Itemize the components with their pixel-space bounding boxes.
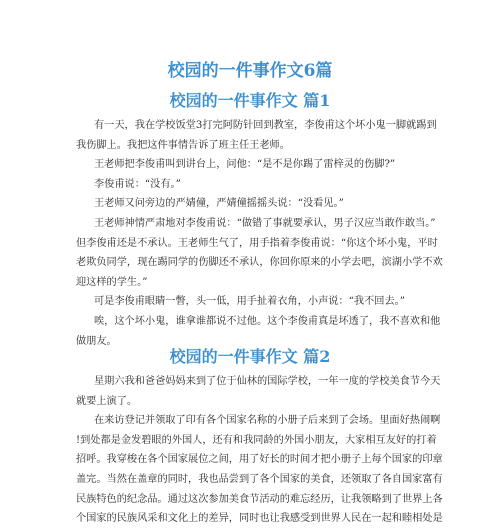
body-line: 王老师把李俊甫叫到讲台上，问他：“是不是你踢了雷梓灵的伤脚?”	[94, 159, 396, 171]
document-title: 校园的一件事作文6篇	[167, 61, 333, 81]
body-line: 王老师又问旁边的严婧僮，严婧僮摇摇头说：“没看见。”	[94, 198, 344, 210]
body-line: 可是李俊甫眼睛一瞥，头一低，用手扯着衣角，小声说：“我不回去。”	[94, 296, 405, 308]
section-heading-2: 校园的一件事作文 篇2	[169, 347, 331, 366]
body-line: 老欺负同学，现在踢同学的伤脚还不承认，你回你原来的小学去吧，滨湖小学不欢	[76, 257, 443, 269]
body-line: 民族特色的纪念品。通过这次参加美食节活动的难忘经历，让我领略到了世界上各	[76, 493, 443, 505]
section-heading-1: 校园的一件事作文 篇1	[169, 91, 331, 110]
body-line: 有一天，我在学校饭堂3打完阿防针回到教室，李俊甫这个坏小鬼一脚就踢到	[94, 120, 437, 131]
body-line: 但李俊甫还是不承认。王老师生气了，用手指着李俊甫说：“你这个坏小鬼，平时	[76, 237, 438, 249]
body-line: 个国家的民族风采和文化上的差异，同时也让我感受到世界人民在一起和睦相处是	[76, 513, 443, 525]
body-line: 在来访登记并领取了印有各个国家名称的小册子后来到了会场。里面好热闹啊	[94, 415, 441, 427]
section-body-1	[76, 116, 443, 351]
body-line: 做朋友。	[76, 335, 117, 347]
body-line: 我伤脚上。我把这件事情告诉了班主任王老师。	[76, 139, 290, 151]
body-line: 王老师神情严肃地对李俊甫说：“做错了事就要承认，男子汉应当敢作敢当。”	[94, 217, 436, 229]
section-body-2	[76, 372, 443, 529]
body-line: 招呼。我穿梭在各个国家展位之间，用了好长的时间才把小册子上每个国家的印章	[76, 454, 443, 466]
body-line: 就要上演了。	[76, 395, 138, 407]
body-line: 盖完。当然在盖章的同时，我也品尝到了各个国家的美食，还领取了各自国家富有	[76, 473, 443, 485]
body-line: 迎这样的学生。”	[76, 276, 148, 288]
body-line: 李俊甫说：“没有。”	[94, 178, 181, 190]
body-line: !到处都是金发碧眼的外国人，还有和我同龄的外国小朋友，大家相互友好的打着	[76, 434, 437, 446]
body-line: 星期六我和爸爸妈妈来到了位于仙林的国际学校，一年一度的学校美食节今天	[94, 376, 441, 387]
body-line: 唉，这个坏小鬼，谁拿谁都说不过他。这个李俊甫真是坏透了，我不喜欢和他	[94, 315, 441, 327]
